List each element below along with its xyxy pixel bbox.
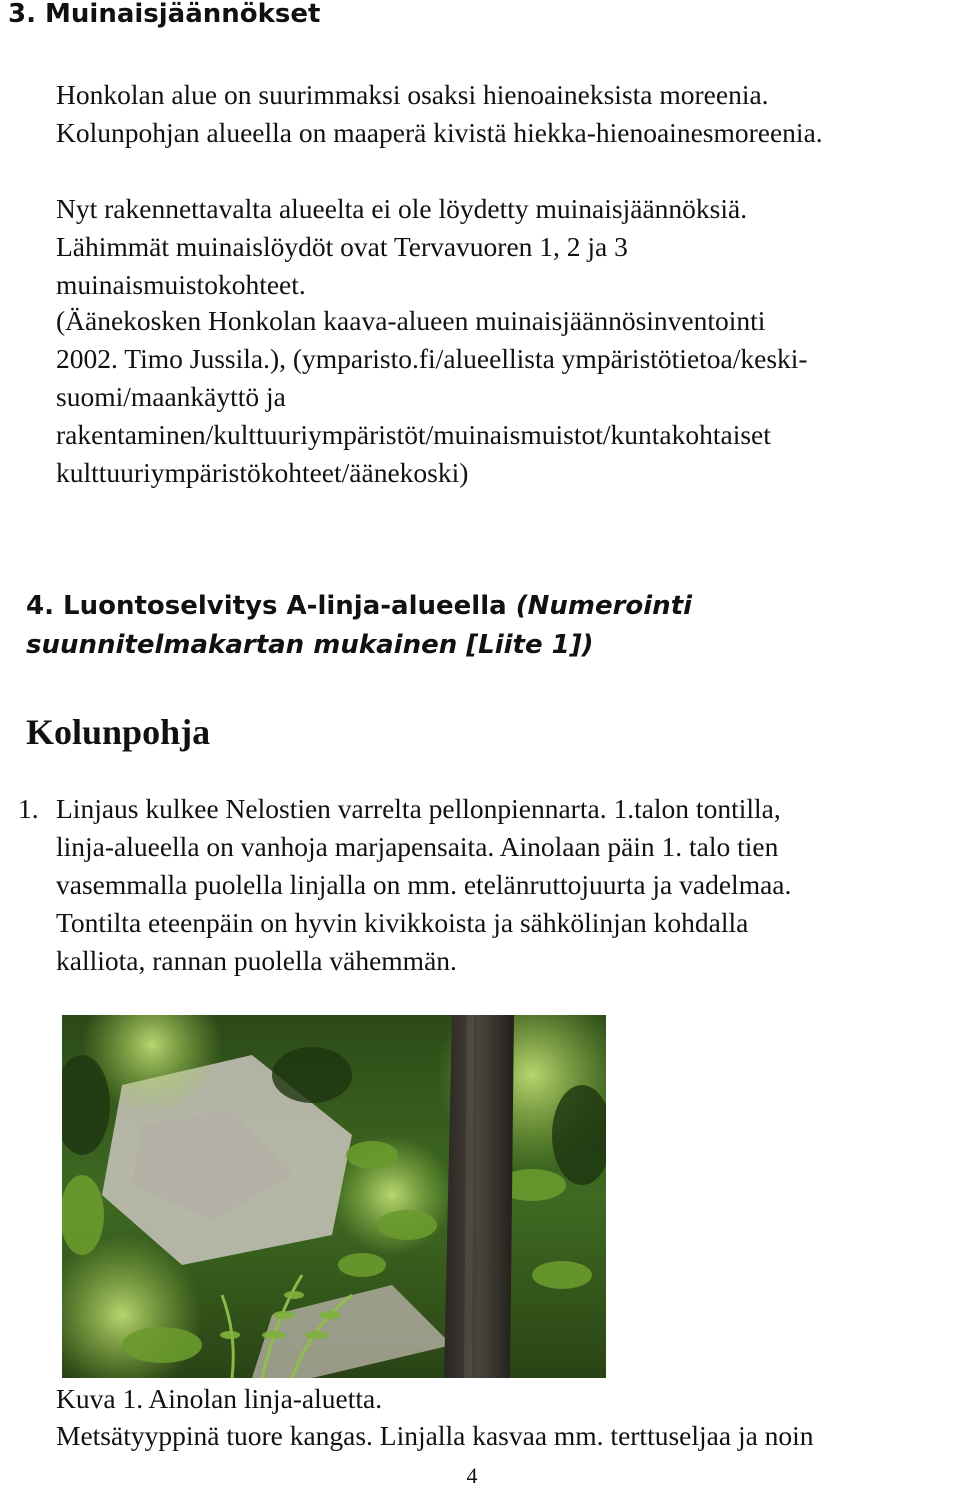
page-number: 4: [466, 1463, 478, 1488]
text-line: Honkolan alue on suurimmaksi osaksi hienoaineksista moreenia.: [56, 79, 769, 110]
text-line: Nyt rakennettavalta alueelta ei ole löydetty muinaisjäännöksiä.: [56, 193, 748, 224]
text-line: Kolunpohjan alueella on maaperä kivistä hiekka-hienoainesmoreenia.: [56, 117, 823, 148]
reference-paragraph: [56, 302, 946, 492]
text-line: muinaismuistokohteet.: [56, 269, 306, 300]
soil-paragraph: [56, 76, 936, 152]
forest-photo: [62, 1015, 606, 1378]
text-line: suomi/maankäyttö ja: [56, 381, 286, 412]
list-item: [56, 790, 946, 980]
text-line: Lähimmät muinaislöydöt ovat Tervavuoren 1, 2 ja 3: [56, 231, 628, 262]
text-line: linja-alueella on vanhoja marjapensaita. Ainolaan päin 1. talo tien: [56, 831, 779, 862]
text-line: Linjaus kulkee Nelostien varrelta pellonpiennarta. 1.talon tontilla,: [56, 793, 781, 824]
section-4-heading: [26, 587, 692, 665]
photo-caption: Kuva 1. Ainolan linja-aluetta.: [56, 1383, 383, 1414]
section-3-heading: 3. Muinaisjäännökset: [8, 0, 321, 29]
text-line: Tontilta eteenpäin on hyvin kivikkoista ja sähkölinjan kohdalla: [56, 907, 749, 938]
text-line: vasemmalla puolella linjalla on mm. etelänruttojuurta ja vadelmaa.: [56, 869, 792, 900]
forest-type-text: Metsätyyppinä tuore kangas. Linjalla kasvaa mm. terttuseljaa ja noin: [56, 1420, 814, 1451]
text-line: kulttuuriympäristökohteet/äänekoski): [56, 457, 469, 488]
text-line: (Äänekosken Honkolan kaava-alueen muinaisjäännösinventointi: [56, 305, 766, 336]
text-line: 2002. Timo Jussila.), (ymparisto.fi/alueellista ympäristötietoa/keski-: [56, 343, 808, 374]
list-number: 1.: [18, 793, 39, 824]
location-subheading: Kolunpohja: [26, 712, 211, 752]
heading-italic-part: (Numerointi: [515, 591, 693, 621]
text-line: rakentaminen/kulttuuriympäristöt/muinaismuistot/kuntakohtaiset: [56, 419, 771, 450]
heading-italic-part: suunnitelmakartan mukainen [Liite 1]): [26, 630, 594, 660]
findings-paragraph: [56, 190, 936, 304]
heading-bold-part: 4. Luontoselvitys A-linja-alueella: [26, 591, 516, 621]
text-line: kalliota, rannan puolella vähemmän.: [56, 945, 457, 976]
